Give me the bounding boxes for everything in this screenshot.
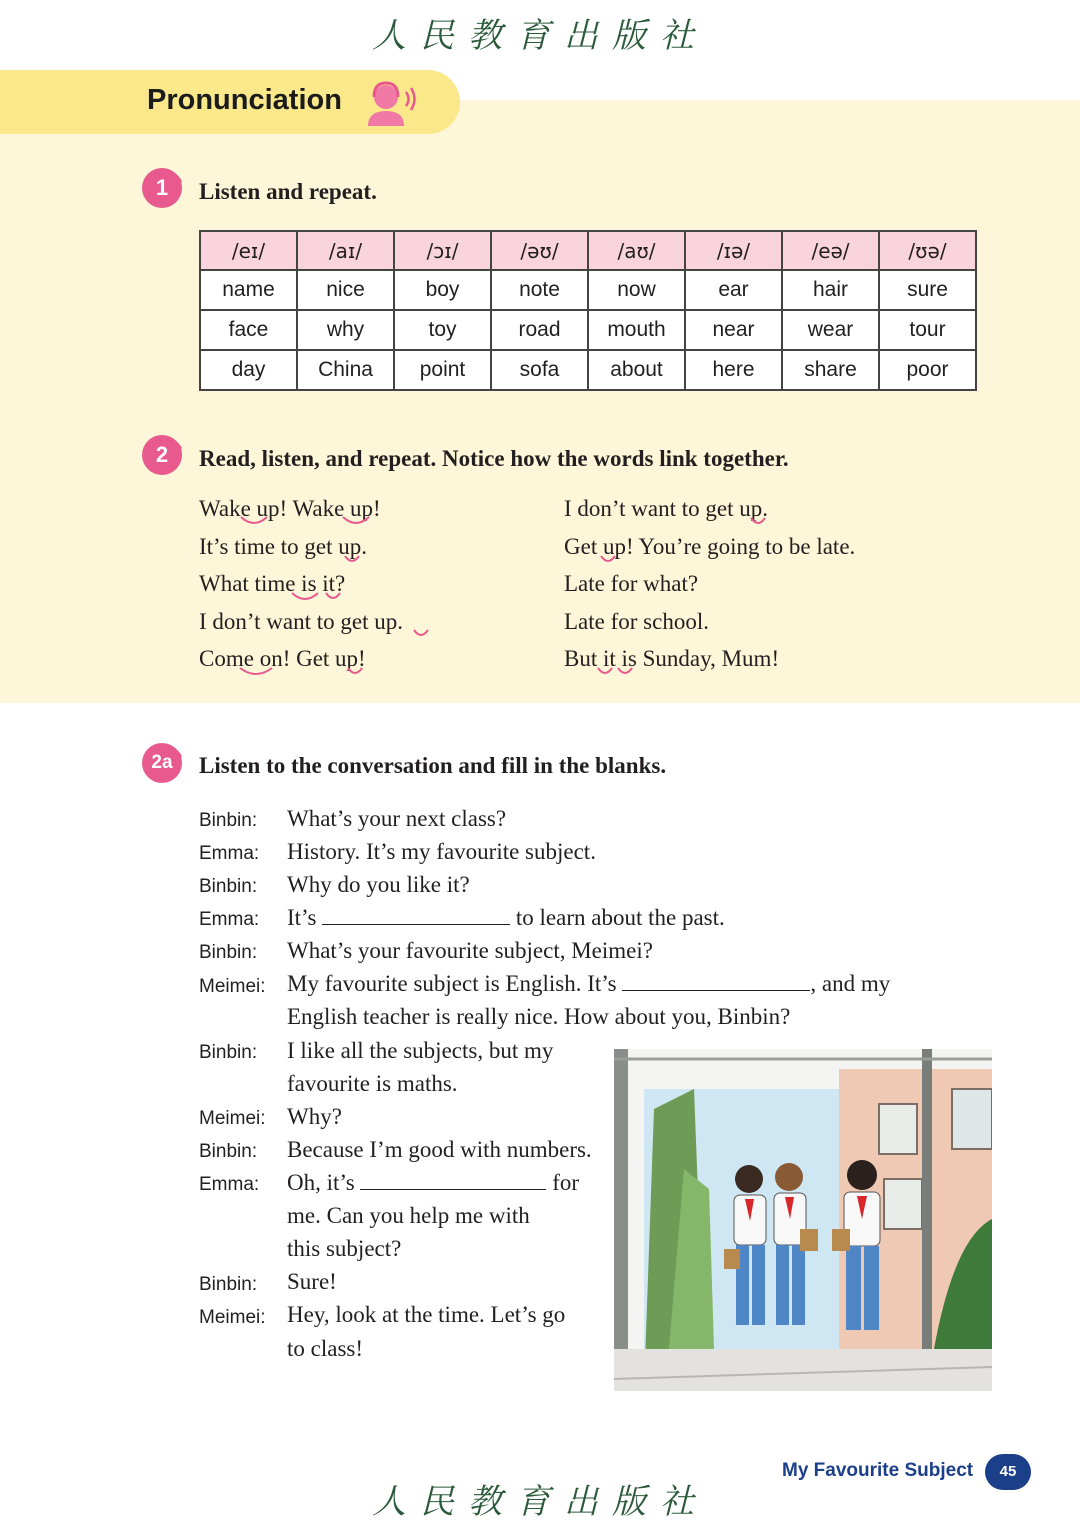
chant-line: Late for school. <box>564 608 709 634</box>
table-cell: note <box>491 270 588 310</box>
dialogue-line: Because I’m good with numbers. <box>287 1137 592 1162</box>
speaker-label: Binbin: <box>199 1274 258 1295</box>
table-cell: boy <box>394 270 491 310</box>
table-cell: road <box>491 310 588 350</box>
table-cell: point <box>394 350 491 390</box>
table-row <box>200 310 976 350</box>
table-header-row <box>200 231 976 270</box>
table-header-cell: /eɪ/ <box>200 231 297 270</box>
section-title: Pronunciation <box>147 84 342 116</box>
dialogue-line <box>287 971 890 997</box>
table-cell: sofa <box>491 350 588 390</box>
publisher-logo-bottom: 人民教育出版社 <box>372 1482 708 1522</box>
students-walking-illustration <box>614 1049 992 1391</box>
dialogue-text: Oh, it’s <box>287 1170 355 1195</box>
table-cell: about <box>588 350 685 390</box>
speaker-label: Binbin: <box>199 942 258 963</box>
table-cell: wear <box>782 310 879 350</box>
table-cell: why <box>297 310 394 350</box>
activity-1-badge: 1 <box>139 164 187 212</box>
table-cell: China <box>297 350 394 390</box>
activity-2a-badge: 2a <box>139 739 187 787</box>
dialogue-text: , and my <box>810 971 891 996</box>
table-cell: share <box>782 350 879 390</box>
table-cell: nice <box>297 270 394 310</box>
dialogue-line: History. It’s my favourite subject. <box>287 839 596 864</box>
table-cell: now <box>588 270 685 310</box>
publisher-logo-top: 人民教育出版社 <box>372 16 708 56</box>
chant-line: I don’t want to get up. <box>199 608 403 634</box>
dialogue-line: English teacher is really nice. How about you, Binbin? <box>287 1004 791 1029</box>
page-number: 45 <box>985 1454 1031 1490</box>
speaker-label: Binbin: <box>199 1141 258 1162</box>
dialogue-line: Why do you like it? <box>287 872 470 897</box>
activity-2-badge: 2 <box>139 431 187 479</box>
speaker-label: Meimei: <box>199 1307 266 1328</box>
table-row <box>200 270 976 310</box>
unit-title: My Favourite Subject <box>782 1460 974 1481</box>
table-row <box>200 350 976 390</box>
dialogue-line: What’s your favourite subject, Meimei? <box>287 938 653 963</box>
dialogue-line: favourite is maths. <box>287 1071 458 1096</box>
table-cell: face <box>200 310 297 350</box>
table-header-cell: /əʊ/ <box>491 231 588 270</box>
chant-line: But it is Sunday, Mum! <box>564 646 780 671</box>
table-header-cell: /ɔɪ/ <box>394 231 491 270</box>
chant-line: Get up! You’re going to be late. <box>564 533 856 559</box>
table-cell: name <box>200 270 297 310</box>
chant-right-column <box>564 490 855 678</box>
table-header-cell: /eə/ <box>782 231 879 270</box>
table-cell: near <box>685 310 782 350</box>
speaker-label: Binbin: <box>199 1042 258 1063</box>
dialogue-text: to learn about the past. <box>515 905 725 930</box>
speaker-label: Emma: <box>199 909 260 930</box>
dialogue-line: Sure! <box>287 1269 337 1294</box>
table-header-cell: /aʊ/ <box>588 231 685 270</box>
activity-1-instruction: Listen and repeat. <box>199 179 377 204</box>
activity-2a-instruction: Listen to the conversation and fill in the blanks. <box>199 753 667 778</box>
dialogue-line: I like all the subjects, but my <box>287 1038 554 1063</box>
fill-in-blank[interactable] <box>360 1173 546 1190</box>
table-header-cell: /ɪə/ <box>685 231 782 270</box>
speaker-label: Emma: <box>199 1174 260 1195</box>
chant-line: I don’t want to get up. <box>564 496 768 521</box>
speaker-label: Emma: <box>199 843 260 864</box>
dialogue-text: It’s <box>287 905 317 930</box>
table-cell: ear <box>685 270 782 310</box>
dialogue-text: My favourite subject is English. It’s <box>287 971 617 996</box>
dialogue-line: What’s your next class? <box>287 806 507 831</box>
chant-line: What time is it? <box>199 571 346 596</box>
dialogue-line: me. Can you help me with <box>287 1203 530 1228</box>
dialogue-line: Why? <box>287 1104 342 1129</box>
dialogue-line <box>287 905 725 931</box>
table-cell: day <box>200 350 297 390</box>
phoneme-table <box>199 230 977 391</box>
dialogue-line: Hey, look at the time. Let’s go <box>287 1302 566 1327</box>
chant-line: Come on! Get up! <box>199 646 366 671</box>
dialogue-line: this subject? <box>287 1236 402 1261</box>
table-cell: mouth <box>588 310 685 350</box>
dialogue-line: to class! <box>287 1336 364 1361</box>
fill-in-blank[interactable] <box>322 908 510 925</box>
speaking-person-icon <box>364 80 420 128</box>
chant-line: It’s time to get up. <box>199 533 368 559</box>
chant-line: Late for what? <box>564 571 699 596</box>
fill-in-blank[interactable] <box>622 974 810 991</box>
table-cell: sure <box>879 270 976 310</box>
dialogue-line <box>287 1170 579 1196</box>
activity-2-instruction: Read, listen, and repeat. Notice how the words link together. <box>199 446 789 471</box>
table-cell: hair <box>782 270 879 310</box>
speaker-label: Binbin: <box>199 810 258 831</box>
speaker-label: Meimei: <box>199 1108 266 1129</box>
table-header-cell: /aɪ/ <box>297 231 394 270</box>
chant-line: Wake up! Wake up! <box>199 496 381 521</box>
table-cell: here <box>685 350 782 390</box>
table-cell: tour <box>879 310 976 350</box>
table-cell: toy <box>394 310 491 350</box>
table-header-cell: /ʊə/ <box>879 231 976 270</box>
dialogue-text: for <box>552 1170 580 1195</box>
speaker-label: Binbin: <box>199 876 258 897</box>
speaker-label: Meimei: <box>199 976 266 997</box>
table-cell: poor <box>879 350 976 390</box>
chant-left-column <box>199 490 403 678</box>
